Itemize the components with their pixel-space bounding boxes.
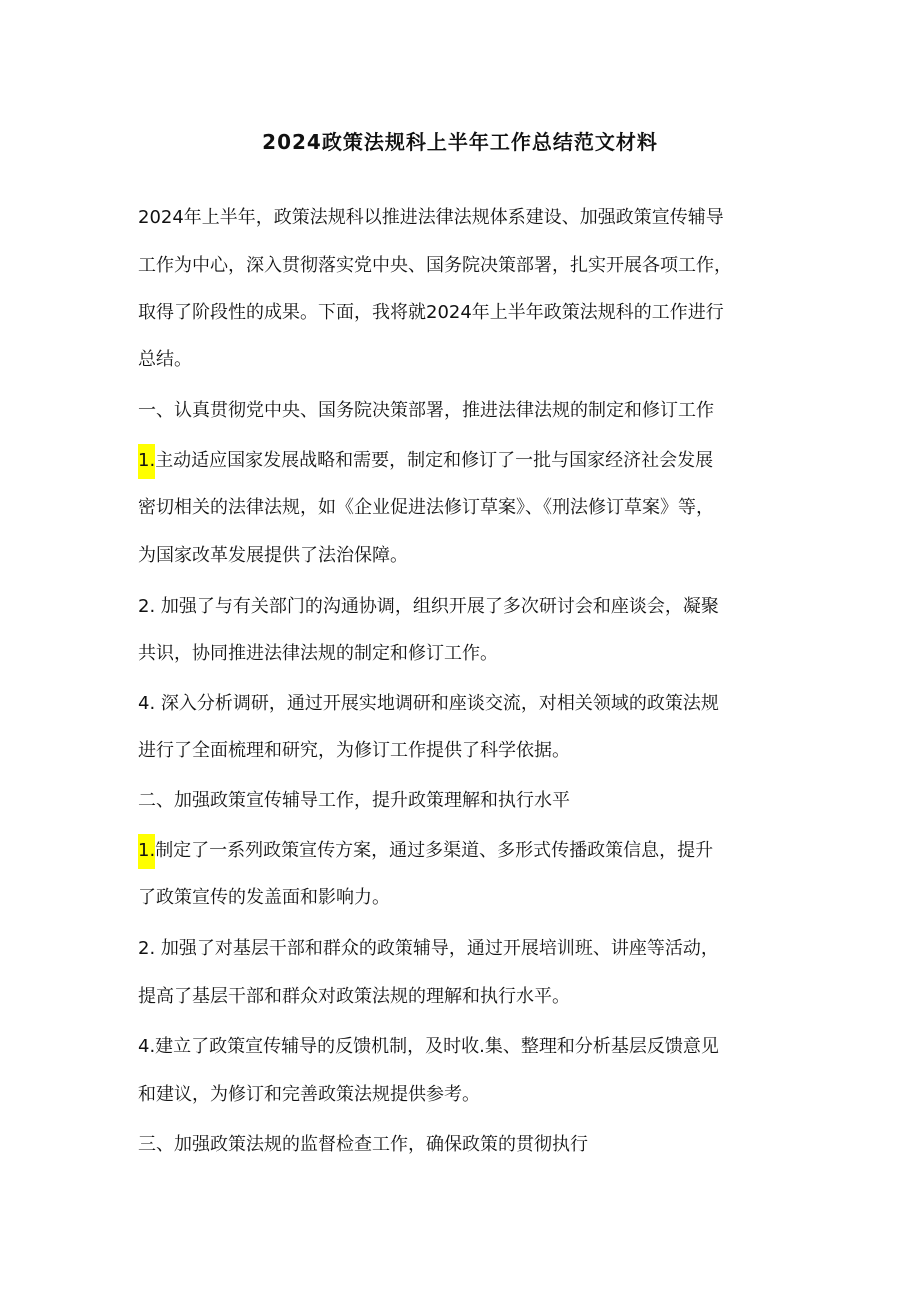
section-2-item-1-line-2: 了政策宣传的发盖面和影响力。 — [138, 887, 390, 908]
section-1-item-1-text: 主动适应国家发展战略和需要，制定和修订了一批与国家经济社会发展 — [155, 450, 714, 471]
section-1-item-4-line-1: 4. 深入分析调研，通过开展实地调研和座谈交流，对相关领域的政策法规 — [138, 693, 719, 714]
section-1-item-1-line-2: 密切相关的法律法规，如《企业促进法修订草案》、《刑法修订草案》等， — [138, 497, 714, 518]
section-2-item-1-line-1 — [138, 836, 713, 866]
document-title: 2024政策法规科上半年工作总结范文材料 — [262, 130, 658, 154]
intro-line-2: 工作为中心，深入贯彻落实党中央、国务院决策部署，扎实开展各项工作， — [138, 255, 732, 276]
section-1-item-4-line-2: 进行了全面梳理和研究，为修订工作提供了科学依据。 — [138, 740, 570, 761]
highlighted-item-number: 1. — [138, 834, 155, 869]
intro-line-3: 取得了阶段性的成果。下面，我将就2024年上半年政策法规科的工作进行 — [138, 302, 724, 323]
section-1-item-2-line-2: 共识，协同推进法律法规的制定和修订工作。 — [138, 643, 498, 664]
section-2-item-2-line-2: 提高了基层干部和群众对政策法规的理解和执行水平。 — [138, 986, 570, 1007]
section-3-heading: 三、加强政策法规的监督检查工作，确保政策的贯彻执行 — [138, 1134, 588, 1155]
section-1-item-2-line-1: 2. 加强了与有关部门的沟通协调，组织开展了多次研讨会和座谈会，凝聚 — [138, 596, 719, 617]
section-2-item-1-text: 制定了一系列政策宣传方案，通过多渠道、多形式传播政策信息，提升 — [155, 840, 714, 861]
section-1-item-1-line-3: 为国家改革发展提供了法治保障。 — [138, 545, 408, 566]
highlighted-item-number: 1. — [138, 444, 155, 479]
section-2-item-4-line-2: 和建议，为修订和完善政策法规提供参考。 — [138, 1084, 480, 1105]
intro-line-1: 2024年上半年，政策法规科以推进法律法规体系建设、加强政策宣传辅导 — [138, 207, 724, 228]
intro-line-4: 总结。 — [138, 349, 192, 370]
section-1-heading: 一、认真贯彻党中央、国务院决策部署，推进法律法规的制定和修订工作 — [138, 400, 714, 421]
section-2-heading: 二、加强政策宣传辅导工作，提升政策理解和执行水平 — [138, 790, 570, 811]
section-2-item-4-line-1: 4.建立了政策宣传辅导的反馈机制，及时收.集、整理和分析基层反馈意见 — [138, 1036, 719, 1057]
section-2-item-2-line-1: 2. 加强了对基层干部和群众的政策辅导，通过开展培训班、讲座等活动， — [138, 938, 719, 959]
section-1-item-1-line-1 — [138, 446, 713, 476]
